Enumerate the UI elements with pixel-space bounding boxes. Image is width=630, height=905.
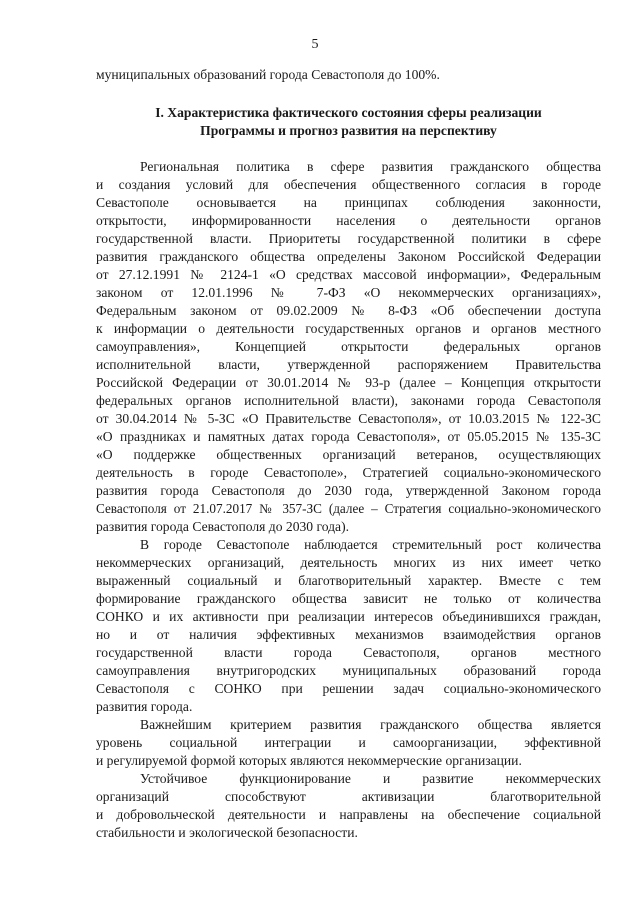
paragraph-line: и создания условий для обеспечения общественного согласия в городе (96, 177, 601, 192)
paragraph-line: некоммерческих организаций, деятельность многих из них имеет четко (96, 555, 601, 570)
paragraph-line: развития гражданского общества определены Законом Российской Федерации (96, 249, 601, 264)
paragraph-line: выраженный социальный и благотворительный характер. Вместе с тем (96, 573, 601, 588)
page-number: 5 (311, 37, 319, 52)
paragraph-line: но и от наличия эффективных механизмов взаимодействия органов (96, 627, 601, 642)
paragraph-line: «О праздниках и памятных датах города Севастополя», от 05.05.2015 № 135-ЗС (96, 429, 601, 444)
paragraph-line: развития города Севастополя до 2030 года). (96, 519, 350, 534)
paragraph-line: деятельность в городе Севастополе», Стратегией социально-экономического (96, 465, 601, 480)
paragraph-line: организаций способствуют активизации благотворительной (96, 789, 601, 804)
paragraph-line: к информации о деятельности государственных органов и органов местного (96, 321, 601, 336)
paragraph-line: исполнительной власти, утвержденной распоряжением Правительства (96, 357, 601, 372)
paragraph-line: государственной власти. Приоритеты государственной политики в сфере (96, 231, 601, 246)
paragraph-line: формирование гражданского общества зависит не только от количества (96, 591, 601, 606)
paragraph-line: уровень социальной интеграции и самоорганизации, эффективной (96, 735, 601, 750)
section-heading-line-1: I. Характеристика фактического состояния сферы реализации (155, 105, 542, 120)
paragraph-line: Российской Федерации от 30.01.2014 № 93-р (далее – Концепция открытости (96, 375, 601, 390)
paragraph-line: Устойчивое функционирование и развитие некоммерческих (140, 771, 601, 786)
paragraph-line: Севастополе основывается на принципах соблюдения законности, (96, 195, 601, 210)
paragraph-line: «О поддержке общественных организаций ветеранов, осуществляющих (96, 447, 601, 462)
paragraph-line: развития города. (96, 699, 193, 714)
section-heading-line-2: Программы и прогноз развития на перспективу (200, 123, 497, 138)
paragraph-line: от 27.12.1991 № 2124-1 «О средствах массовой информации», Федеральным (96, 267, 601, 282)
paragraph-line: развития города Севастополя до 2030 года, утвержденной Законом города (96, 483, 601, 498)
paragraph-line: самоуправления внутригородских муниципальных образований города (96, 663, 601, 678)
paragraph-line: федеральных органов исполнительной власти), законами города Севастополя (96, 393, 601, 408)
paragraph-line: открытости, информированности населения о деятельности органов (96, 213, 601, 228)
paragraph-line: Региональная политика в сфере развития гражданского общества (140, 159, 601, 174)
paragraph-line: В городе Севастополе наблюдается стремительный рост количества (140, 537, 601, 552)
paragraph-line: от 30.04.2014 № 5-ЗС «О Правительстве Севастополя», от 10.03.2015 № 122-ЗС (96, 411, 601, 426)
intro-line: муниципальных образований города Севастополя до 100%. (96, 67, 440, 82)
paragraph-line: законом от 12.01.1996 № 7-ФЗ «О некоммерческих организациях», (96, 285, 601, 300)
paragraph-line: и добровольческой деятельности и направлены на обеспечение социальной (96, 807, 601, 822)
paragraph-line: Севастополя от 21.07.2017 № 357-ЗС (далее – Стратегия социально-экономического (96, 501, 601, 516)
paragraph-line: и регулируемой формой которых являются некоммерческие организации. (96, 753, 522, 768)
paragraph-line: государственной власти города Севастополя, органов местного (96, 645, 601, 660)
paragraph-line: Важнейшим критерием развития гражданского общества является (140, 717, 601, 732)
paragraph-line: Севастополя с СОНКО при решении задач социально-экономического (96, 681, 601, 696)
paragraph-line: стабильности и экологической безопасности. (96, 825, 358, 840)
paragraph-line: самоуправления», Концепцией открытости федеральных органов (96, 339, 601, 354)
paragraph-line: СОНКО и их активности при реализации интересов объединившихся граждан, (96, 609, 601, 624)
paragraph-line: Федеральным законом от 09.02.2009 № 8-ФЗ «Об обеспечении доступа (96, 303, 601, 318)
